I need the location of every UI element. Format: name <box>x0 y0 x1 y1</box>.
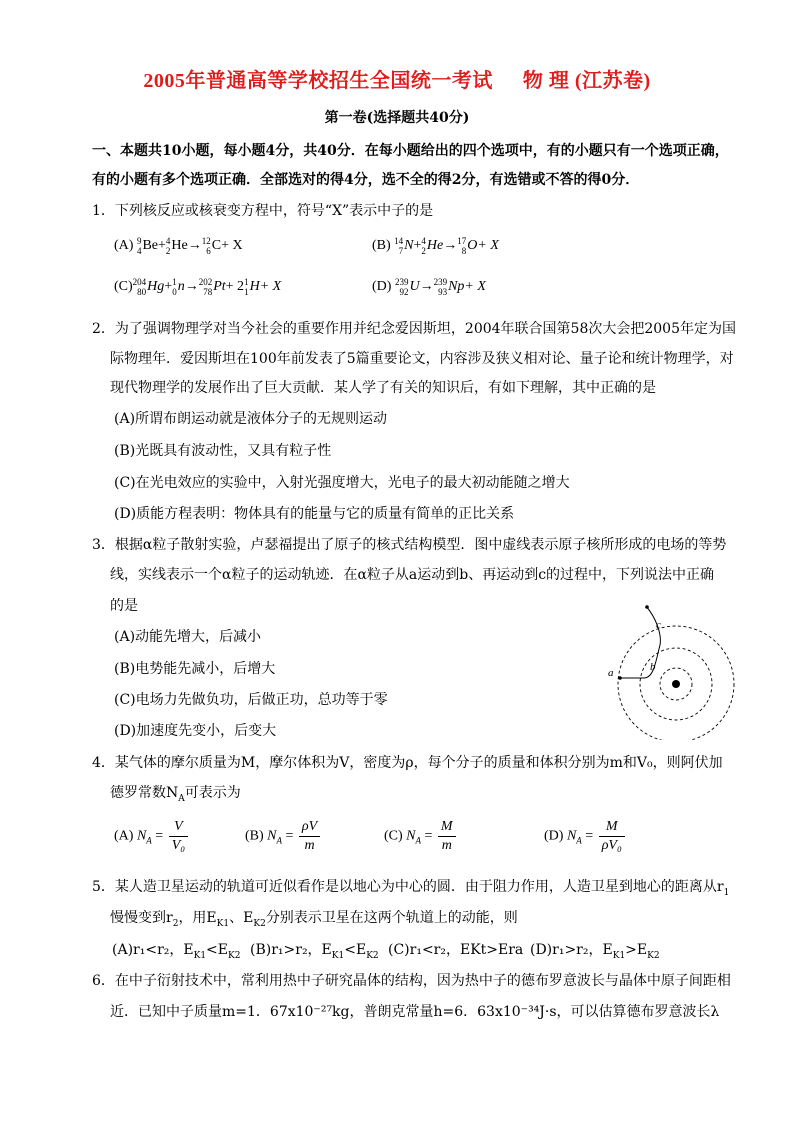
q1-option-c: (C) 204 80 Hg+ 1 0 n→ 202 78 Pt+ 2 1 1 H+ X <box>114 277 282 297</box>
q5-option-a: (A)r₁<r₂，$E_{K1}<E_{K2}$ <box>112 942 241 961</box>
exam-title <box>0 64 794 93</box>
q2-stem-line-3: 现代物理学的发展作出了巨大贡献．某人学了有关的知识后，有如下理解，其中正确的是 <box>110 380 656 396</box>
q3-stem-line-2: 线，实线表示一个α粒子的运动轨迹．在α粒子从a运动到b、再运动到c的过程中，下列说法中正确 <box>110 567 715 583</box>
q1-option-b: (B) 14 7 N+ 4 2 He→ 17 8 O+ X <box>372 236 499 256</box>
q4-option-b: (B) $N_A$ = $\frac{\rho V}{m}$ <box>245 818 322 855</box>
q3-stem-line-1: 3．根据α粒子散射实验，卢瑟福提出了原子的核式结构模型．图中虚线表示原子核所形成的电场的等势 <box>92 537 727 553</box>
instructions-line-1: 一、本题共10小题，每小题4分，共40分．在每小题给出的四个选项中，有的小题只有一个选项正确， <box>92 143 729 159</box>
q2-stem-line-1: 2．为了强调物理学对当今社会的重要作用并纪念爱因斯坦，2004年联合国第58次大会把2005年定为国 <box>92 321 736 337</box>
q6-stem-line-2: 近．已知中子质量m=1．67x10⁻²⁷kg，普朗克常量h=6．63x10⁻³⁴J·s，可以估算德布罗意波长λ <box>110 1004 720 1020</box>
q3-option-b: (B)电势能先减小，后增大 <box>114 661 276 677</box>
q1-option-a: (A) 9 4 Be+ 4 2 He→ 12 6 C+ X <box>114 236 243 256</box>
q5-option-b: (B)r₁>r₂，$E_{K1}<E_{K2}$ <box>250 942 379 961</box>
exam-title-subject: 物 理 (江苏卷) <box>522 70 651 92</box>
q5-stem-line-1: 5．某人造卫星运动的轨道可近似看作是以地心为中心的圆．由于阻力作用，人造卫星到地心的距离从$r_1$ <box>92 879 730 898</box>
label-b: b <box>650 661 656 673</box>
q1-stem: 1．下列核反应或核衰变方程中，符号“X”表示中子的是 <box>92 203 434 219</box>
label-a: a <box>608 667 614 679</box>
q4-stem-line-1: 4．某气体的摩尔质量为M，摩尔体积为V，密度为ρ，每个分子的质量和体积分别为m和V₀，则阿伏加 <box>92 755 723 771</box>
q2-option-c: (C)在光电效应的实验中，入射光强度增大，光电子的最大初动能随之增大 <box>114 475 570 491</box>
q4-option-c: (C) $N_A$ = $\frac{M}{m}$ <box>384 818 458 855</box>
q4-option-a: (A) $N_A$ = $\frac{V}{\text{V₀}}$ <box>114 818 190 855</box>
exam-title-main: 2005年普通高等学校招生全国统一考试 <box>143 70 493 92</box>
q3-option-d: (D)加速度先变小，后变大 <box>114 723 277 739</box>
q4-option-d: (D) $N_A$ = $\frac{M}{\text{ρV₀}}$ <box>544 818 627 855</box>
q4-stem-line-2: 德罗常数$N_A$可表示为 <box>110 785 241 804</box>
section-title: 第一卷(选择题共40分) <box>324 110 470 126</box>
q1-option-d: (D) 239 92 U→ 239 93 Np+ X <box>372 277 486 297</box>
point-a <box>618 676 622 680</box>
q5-option-c: (C)r₁<r₂，EKt>Era <box>388 942 524 958</box>
q2-stem-line-2: 际物理年．爱因斯坦在100年前发表了5篇重要论文，内容涉及狭义相对论、量子论和统计物理学，对 <box>110 351 734 367</box>
q5-stem-line-2: 慢慢变到$r_2$，用$E_{K1}$、$E_{K2}$分别表示卫星在这两个轨道上的动能，则 <box>110 910 518 929</box>
q2-option-a: (A)所谓布朗运动就是液体分子的无规则运动 <box>114 411 388 427</box>
label-c: c <box>656 619 661 631</box>
q2-option-b: (B)光既具有波动性，又具有粒子性 <box>114 443 332 459</box>
point-c <box>645 605 649 609</box>
nucleus <box>672 680 680 688</box>
q2-option-d: (D)质能方程表明：物体具有的能量与它的质量有简单的正比关系 <box>114 506 515 522</box>
q3-option-a: (A)动能先增大，后减小 <box>114 629 262 645</box>
q5-option-d: (D)r₁>r₂，$E_{K1}>E_{K2}$ <box>530 942 660 961</box>
instructions-line-2: 有的小题有多个选项正确．全部选对的得4分，选不全的得2分，有选错或不答的得0分． <box>92 172 640 188</box>
alpha-scattering-diagram <box>600 600 750 740</box>
q6-stem-line-1: 6．在中子衍射技术中，常利用热中子研究晶体的结构，因为热中子的德布罗意波长与晶体中原子间距相 <box>92 973 731 989</box>
q3-stem-line-3: 的是 <box>110 598 138 614</box>
q3-option-c: (C)电场力先做负功，后做正功，总功等于零 <box>114 692 388 708</box>
